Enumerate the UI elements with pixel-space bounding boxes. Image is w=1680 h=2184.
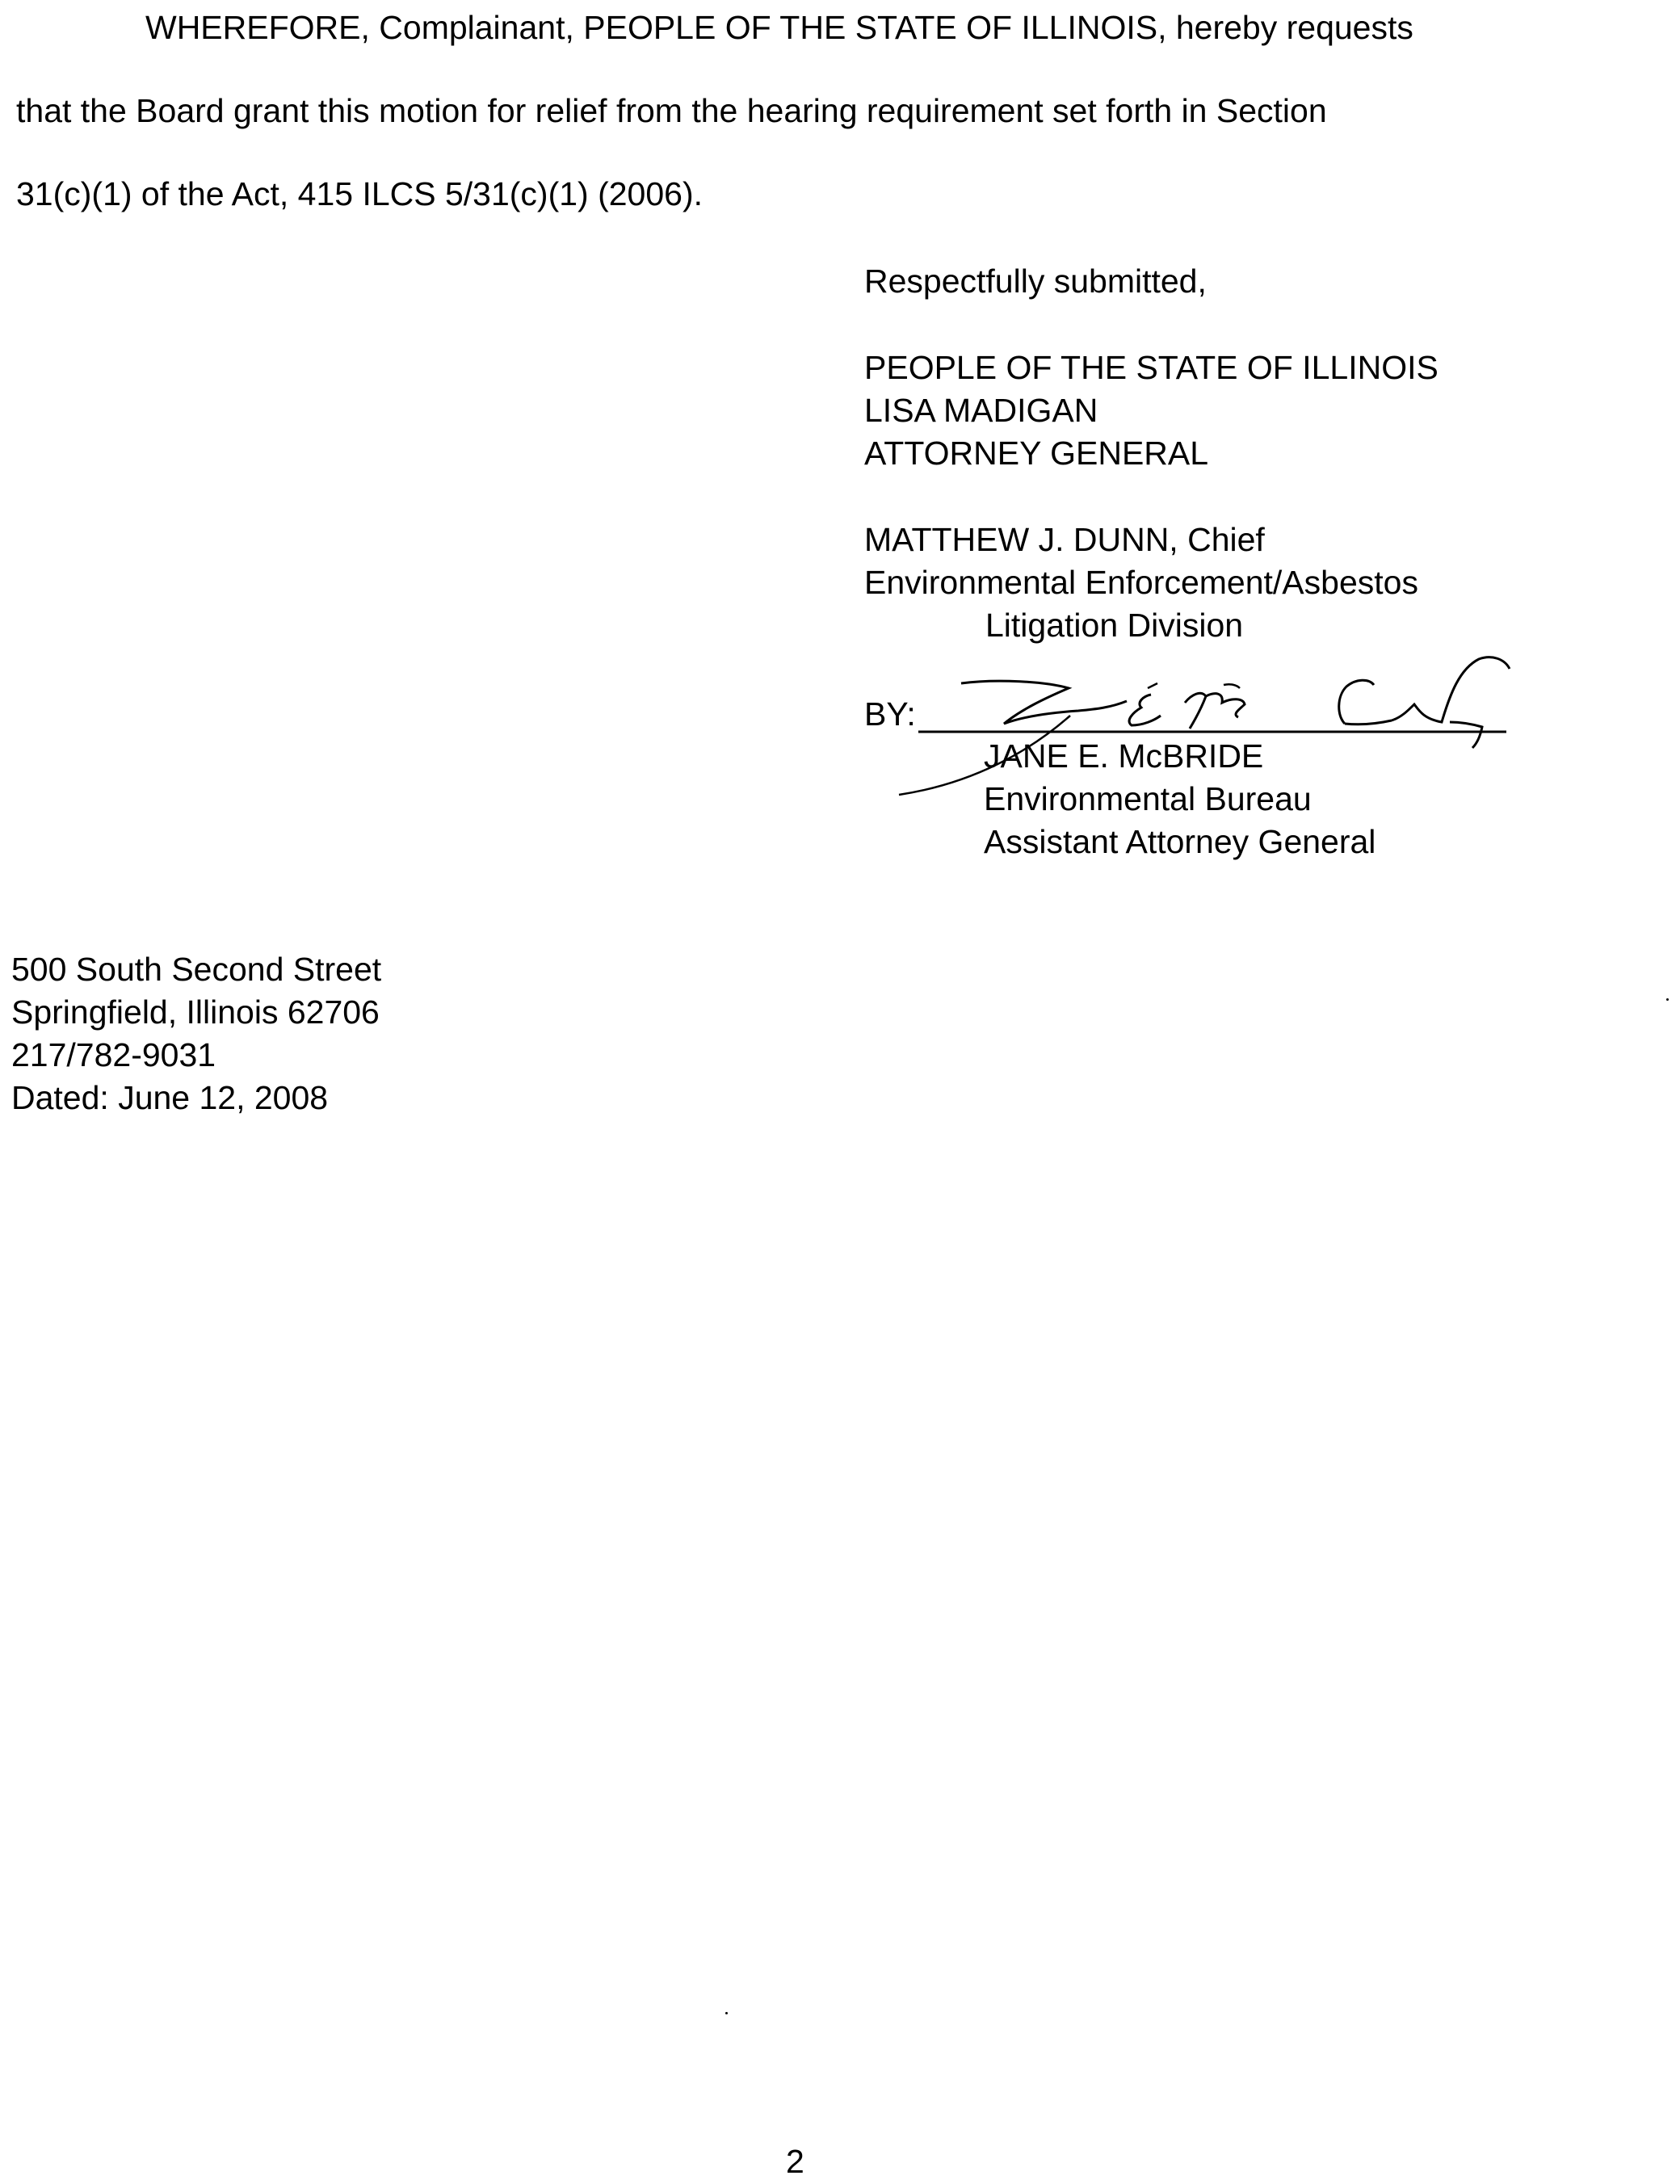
page-number: 2: [786, 2143, 804, 2180]
scan-speck: [725, 2012, 728, 2014]
party-name: PEOPLE OF THE STATE OF ILLINOIS: [864, 349, 1438, 386]
attorney-general-title: ATTORNEY GENERAL: [864, 435, 1209, 472]
division-line-1: Environmental Enforcement/Asbestos: [864, 564, 1418, 601]
by-label: BY:: [864, 695, 916, 733]
scan-speck: [1666, 998, 1669, 1001]
address-city: Springfield, Illinois 62706: [11, 993, 380, 1031]
attorney-general-name: LISA MADIGAN: [864, 392, 1098, 429]
signer-bureau: Environmental Bureau: [984, 780, 1312, 817]
signer-name: JANE E. McBRIDE: [984, 737, 1264, 775]
dated-line: Dated: June 12, 2008: [11, 1079, 329, 1116]
chief-line: MATTHEW J. DUNN, Chief: [864, 521, 1265, 558]
division-line-2: Litigation Division: [985, 607, 1244, 644]
address-street: 500 South Second Street: [11, 951, 382, 988]
closing-text: Respectfully submitted,: [864, 262, 1207, 300]
body-line-2: that the Board grant this motion for relief from the hearing requirement set forth in Section: [16, 92, 1327, 129]
body-line-1: WHEREFORE, Complainant, PEOPLE OF THE STATE OF ILLINOIS, hereby requests: [145, 9, 1413, 46]
body-line-3: 31(c)(1) of the Act, 415 ILCS 5/31(c)(1) (2006).: [16, 175, 703, 212]
signer-title: Assistant Attorney General: [984, 823, 1376, 860]
address-phone: 217/782-9031: [11, 1036, 216, 1073]
